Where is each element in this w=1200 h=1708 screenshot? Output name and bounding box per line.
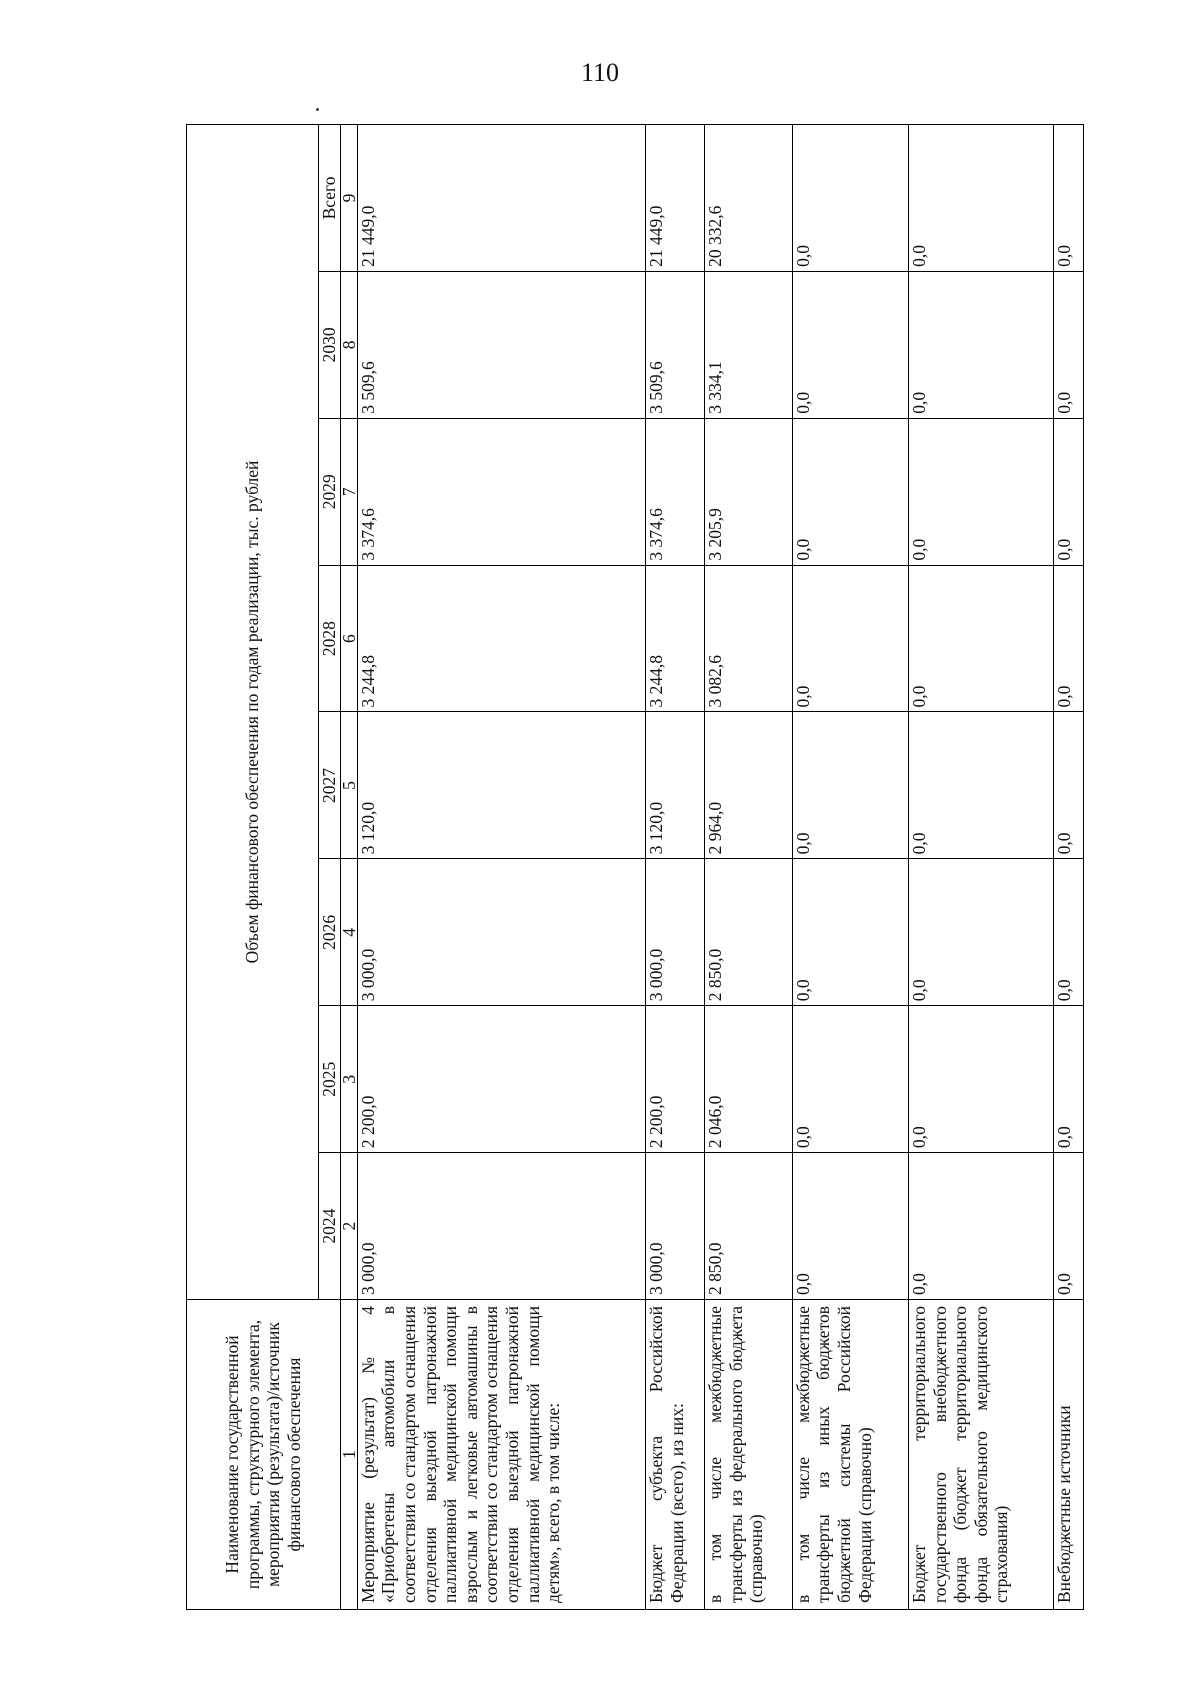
year-header: 2026	[319, 859, 341, 1006]
value-cell: 2 200,0	[357, 1006, 646, 1153]
value-cell: 0,0	[908, 712, 1053, 859]
value-cell: 0,0	[908, 1006, 1053, 1153]
table-row	[908, 125, 1053, 1610]
year-header: 2029	[319, 418, 341, 565]
row-label: в том числе межбюджетные трансферты из иных бюджетов бюджетной системы Российской Федерации (справочно)	[792, 1300, 908, 1610]
value-cell: 3 082,6	[705, 565, 793, 712]
total-cell: 0,0	[1053, 125, 1083, 272]
row-label: Мероприятие (результат) № 4 «Приобретены автомобили в соответствии со стандартом оснащения отделения выездной патронажной паллиативной медицинской помощи взрослым и легковые автомашины в соответствии со стандартом оснащения отделения выездной патронажной паллиативной медицинской помощи детям», всего, в том числе:	[357, 1300, 646, 1610]
value-cell: 0,0	[908, 565, 1053, 712]
value-cell: 0,0	[1053, 271, 1083, 418]
year-header: 2028	[319, 565, 341, 712]
row-label: Внебюджетные источники	[1053, 1300, 1083, 1610]
value-cell: 2 046,0	[705, 1006, 793, 1153]
value-cell: 0,0	[792, 712, 908, 859]
column-number: 6	[340, 565, 357, 712]
year-header: 2024	[319, 1153, 341, 1300]
value-cell: 0,0	[792, 271, 908, 418]
column-number: 5	[340, 712, 357, 859]
column-number: 9	[340, 125, 357, 272]
row-label: Бюджет субъекта Российской Федерации (всего), из них:	[646, 1300, 705, 1610]
column-number: 2	[340, 1153, 357, 1300]
scan-speck	[316, 108, 319, 111]
value-cell: 3 000,0	[646, 1153, 705, 1300]
header-volume-cell: Объем финансового обеспечения по годам реализации, тыс. рублей	[187, 125, 319, 1300]
value-cell: 2 200,0	[646, 1006, 705, 1153]
value-cell: 0,0	[908, 418, 1053, 565]
financing-table	[186, 124, 1084, 1610]
column-number: 8	[340, 271, 357, 418]
value-cell: 0,0	[1053, 712, 1083, 859]
value-cell: 0,0	[908, 859, 1053, 1006]
column-number: 4	[340, 859, 357, 1006]
year-header: 2025	[319, 1006, 341, 1153]
value-cell: 0,0	[1053, 859, 1083, 1006]
value-cell: 3 000,0	[646, 859, 705, 1006]
column-numbers-row	[340, 125, 357, 1610]
value-cell: 0,0	[792, 1153, 908, 1300]
total-cell: 20 332,6	[705, 125, 793, 272]
total-cell: 21 449,0	[357, 125, 646, 272]
table-row	[1053, 125, 1083, 1610]
value-cell: 3 374,6	[357, 418, 646, 565]
value-cell: 2 850,0	[705, 859, 793, 1006]
table-row	[705, 125, 793, 1610]
value-cell: 3 000,0	[357, 1153, 646, 1300]
value-cell: 0,0	[908, 1153, 1053, 1300]
value-cell: 3 334,1	[705, 271, 793, 418]
value-cell: 3 509,6	[646, 271, 705, 418]
value-cell: 0,0	[1053, 565, 1083, 712]
value-cell: 0,0	[792, 1006, 908, 1153]
total-cell: 0,0	[908, 125, 1053, 272]
value-cell: 0,0	[1053, 1006, 1083, 1153]
value-cell: 0,0	[1053, 418, 1083, 565]
value-cell: 3 000,0	[357, 859, 646, 1006]
value-cell: 0,0	[908, 271, 1053, 418]
year-header: 2027	[319, 712, 341, 859]
value-cell: 3 244,8	[357, 565, 646, 712]
value-cell: 3 509,6	[357, 271, 646, 418]
value-cell: 0,0	[1053, 1153, 1083, 1300]
value-cell: 3 374,6	[646, 418, 705, 565]
value-cell: 2 964,0	[705, 712, 793, 859]
value-cell: 2 850,0	[705, 1153, 793, 1300]
rotated-table-container	[186, 124, 1084, 1610]
column-number: 3	[340, 1006, 357, 1153]
column-number: 1	[340, 1300, 357, 1610]
value-cell: 0,0	[792, 859, 908, 1006]
total-header: Всего	[319, 125, 341, 272]
value-cell: 3 244,8	[646, 565, 705, 712]
row-label: Бюджет территориального государственного внебюджетного фонда (бюджет территориального фонда обязательного медицинского страхования)	[908, 1300, 1053, 1610]
table-row	[357, 125, 646, 1610]
total-cell: 21 449,0	[646, 125, 705, 272]
total-cell: 0,0	[792, 125, 908, 272]
page-number: 110	[580, 58, 620, 87]
value-cell: 0,0	[792, 565, 908, 712]
value-cell: 3 120,0	[357, 712, 646, 859]
value-cell: 0,0	[792, 418, 908, 565]
header-name-cell: Наименование государственной программы, структурного элемента, мероприятия (результата)/источник финансового обеспечения	[187, 1300, 341, 1610]
column-number: 7	[340, 418, 357, 565]
value-cell: 3 205,9	[705, 418, 793, 565]
year-header: 2030	[319, 271, 341, 418]
table-row	[646, 125, 705, 1610]
value-cell: 3 120,0	[646, 712, 705, 859]
row-label: в том числе межбюджетные трансферты из федерального бюджета (справочно)	[705, 1300, 793, 1610]
table-row	[792, 125, 908, 1610]
